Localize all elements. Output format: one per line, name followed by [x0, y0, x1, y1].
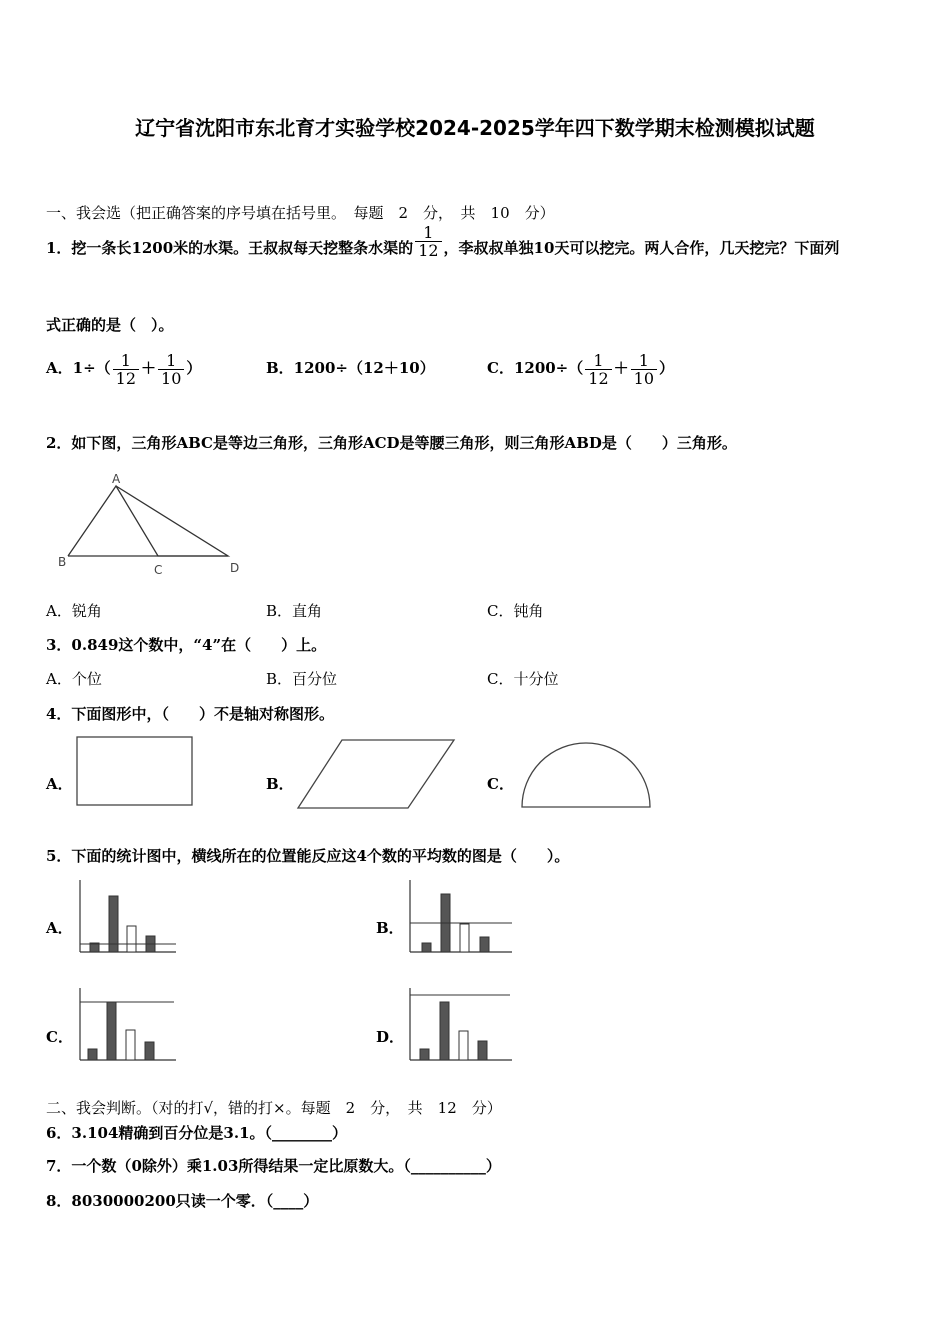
parallelogram-shape	[296, 738, 458, 812]
page-title: 辽宁省沈阳市东北育才实验学校2024-2025学年四下数学期末检测模拟试题	[135, 116, 815, 140]
semicircle-shape	[520, 740, 654, 810]
question-7: 7．一个数（0除外）乘1.03所得结果一定比原数大。（__________）	[46, 1157, 501, 1175]
q4-option-c[interactable]: C．	[487, 775, 514, 793]
q5-option-d[interactable]: D．	[376, 1028, 405, 1046]
label-c: C	[154, 563, 163, 577]
section2-heading: 二、我会判断。（对的打√，错的打×。每题 2 分， 共 12 分）	[46, 1099, 502, 1117]
q5-option-c[interactable]: C．	[46, 1028, 73, 1046]
bar-chart-d	[408, 988, 514, 1064]
q3-option-a[interactable]: A．个位	[46, 670, 102, 688]
label-b: B	[58, 555, 67, 569]
bar-chart-b	[408, 880, 514, 956]
q1-option-b[interactable]: B．1200÷（12＋10）	[266, 359, 435, 377]
question-5: 5．下面的统计图中，横线所在的位置能反应这4个数的平均数的图是（ ）。	[46, 847, 570, 865]
q3-option-b[interactable]: B．百分位	[266, 670, 338, 688]
q4-option-a[interactable]: A．	[46, 775, 73, 793]
q1-option-a[interactable]: A．1÷（ $\frac{1}{12}$ ＋ $\frac{1}{10}$ ）	[46, 350, 202, 388]
q4-option-b[interactable]: B．	[266, 775, 294, 793]
question-3: 3．0.849这个数中，“4”在（ ）上。	[46, 636, 327, 654]
q1-option-c[interactable]: C．1200÷（ $\frac{1}{12}$ ＋ $\frac{1}{10}$ ）	[487, 350, 675, 388]
bar-chart-a	[78, 880, 178, 956]
question-1	[46, 222, 840, 268]
question-8: 8．8030000200只读一个零．（____）	[46, 1192, 319, 1210]
label-d: D	[230, 561, 240, 575]
fraction-1-12: $\frac{1}{12}$	[415, 224, 441, 259]
q1-text-part2: ，李叔叔单独10天可以挖完。两人合作，几天挖完？下面列	[443, 239, 840, 257]
bar-chart-c	[78, 988, 178, 1064]
q1-text-part1: 1．挖一条长1200米的水渠。王叔叔每天挖整条水渠的	[46, 239, 414, 257]
q2-option-c[interactable]: C．钝角	[487, 602, 544, 620]
section1-heading: 一、我会选（把正确答案的序号填在括号里。 每题 2 分， 共 10 分）	[46, 204, 555, 222]
q2-option-a[interactable]: A．锐角	[46, 602, 102, 620]
q3-option-c[interactable]: C．十分位	[487, 670, 559, 688]
q5-option-a[interactable]: A．	[46, 919, 73, 937]
label-a: A	[112, 472, 121, 486]
question-4: 4．下面图形中，（ ）不是轴对称图形。	[46, 705, 334, 723]
q2-option-b[interactable]: B．直角	[266, 602, 323, 620]
q5-option-b[interactable]: B．	[376, 919, 404, 937]
q1-line2: 式正确的是（ ）。	[46, 316, 174, 334]
triangle-figure	[50, 470, 250, 580]
question-2: 2．如下图，三角形ABC是等边三角形，三角形ACD是等腰三角形，则三角形ABD是（ ）三角形。	[46, 434, 737, 452]
question-6: 6．3.104精确到百分位是3.1。（________）	[46, 1124, 348, 1142]
rectangle-shape	[76, 736, 196, 808]
